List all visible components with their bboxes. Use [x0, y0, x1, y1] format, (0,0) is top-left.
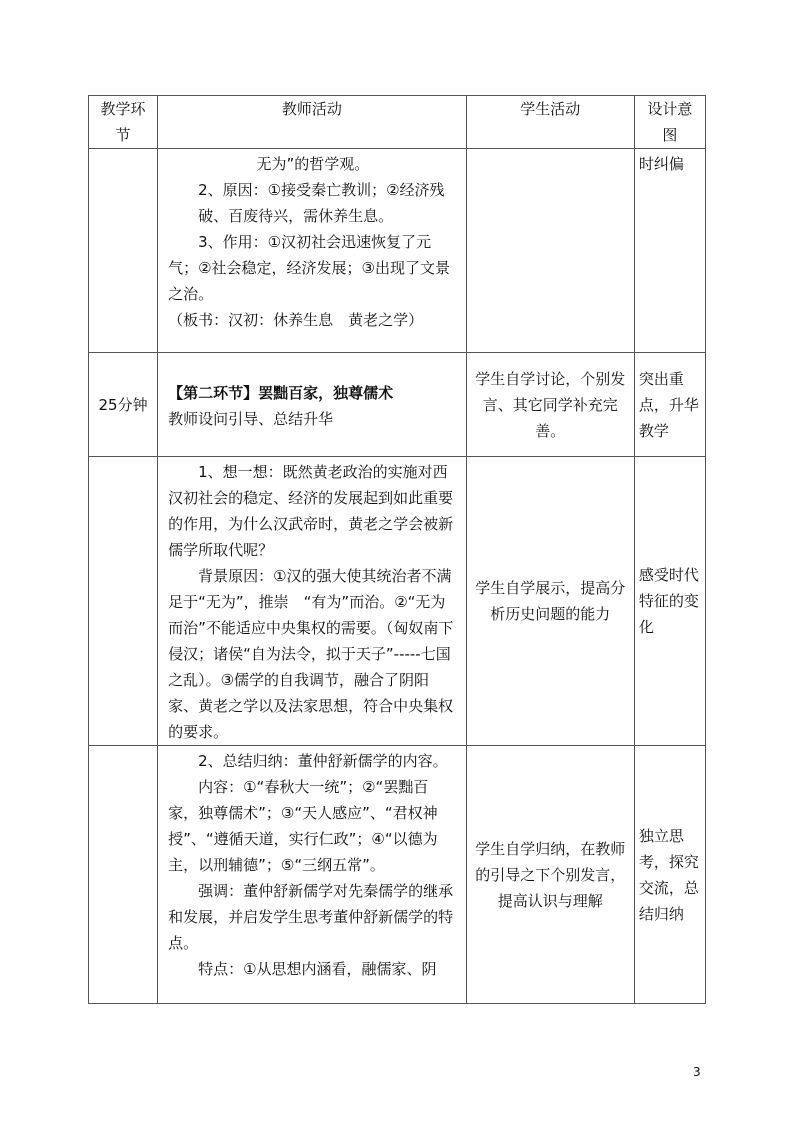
teacher-text: 无为”的哲学观。: [256, 155, 370, 173]
student-activity-cell: 学生自学归纳，在教师的引导之下个别发言，提高认识与理解: [466, 746, 634, 1004]
table-row-2: [89, 353, 706, 457]
design-intent-cell: 感受时代特征的变化: [634, 457, 705, 746]
teacher-activity-cell: [158, 457, 467, 746]
teacher-text: 1、想一想：既然黄老政治的实施对西汉初社会的稳定、经济的发展起到如此重要的作用，为什么汉武帝时，黄老之学会被新儒学所取代呢？: [168, 463, 454, 559]
teacher-activity-cell: [158, 149, 467, 353]
stage-cell-empty: [89, 149, 158, 353]
lesson-plan-table: [88, 95, 706, 1004]
table-row-4: [89, 746, 706, 1004]
stage-cell-empty: [89, 746, 158, 1004]
teacher-text: 内容：①“春秋大一统”；②“罢黜百家，独尊儒术”；③“天人感应”、“君权神授”、“遵循天道，实行仁政”；④“以德为主，以刑辅德”；⑤“三纲五常”。: [168, 778, 438, 874]
design-intent-cell: 时纠偏: [634, 149, 705, 353]
design-intent-cell: 独立思考，探究交流，总结归纳: [634, 746, 705, 1004]
student-activity-cell: 学生自学讨论，个别发言、其它同学补充完善。: [466, 353, 634, 457]
teacher-activity-cell: [158, 353, 467, 457]
teacher-activity-cell: [158, 746, 467, 1004]
teacher-text: 2、总结归纳：董仲舒新儒学的内容。: [198, 752, 448, 770]
teacher-text: 背景原因：①汉的强大使其统治者不满足于“无为”，推崇 “有为”而治。②“无为而治”不能适应中央集权的需要。（匈奴南下侵汉；诸侯“自为法令，拟于天子”-----七国之乱）。③儒学的自我调节，融合了阴阳家、黄老之学以及法家思想，符合中央集权的要求。: [168, 567, 454, 741]
teacher-text: 教师设问引导、总结升华: [168, 409, 334, 428]
teacher-text: 3、作用：①汉初社会迅速恢复了元气；②社会稳定，经济发展；③出现了文景之治。: [168, 233, 451, 303]
teacher-text: 特点：①从思想内涵看，融儒家、阴: [198, 960, 437, 978]
header-student-activity: 学生活动: [466, 96, 634, 149]
design-intent-cell: 突出重点，升华教学: [634, 353, 705, 457]
teacher-text: （板书：汉初：休养生息 黄老之学）: [168, 311, 424, 329]
header-design-intent: 设计意图: [634, 96, 705, 149]
header-teacher-activity: 教师活动: [158, 96, 467, 149]
time-cell: 25分钟: [89, 353, 158, 457]
teacher-text: 2、原因：①接受秦亡教训；②经济残破、百废待兴，需休养生息。: [198, 181, 445, 225]
table-header-row: [89, 96, 706, 149]
section-title: 【第二环节】罢黜百家，独尊儒术: [168, 383, 394, 402]
teacher-text: 强调：董仲舒新儒学对先秦儒学的继承和发展，并启发学生思考董仲舒新儒学的特点。: [168, 882, 454, 952]
table-row-3: [89, 457, 706, 746]
student-activity-cell: 学生自学展示，提高分析历史问题的能力: [466, 457, 634, 746]
table-row-1: [89, 149, 706, 353]
student-activity-cell-empty: [466, 149, 634, 353]
stage-cell-empty: [89, 457, 158, 746]
page-number: 3: [693, 1065, 701, 1079]
header-teaching-stage: 教学环节: [89, 96, 158, 149]
